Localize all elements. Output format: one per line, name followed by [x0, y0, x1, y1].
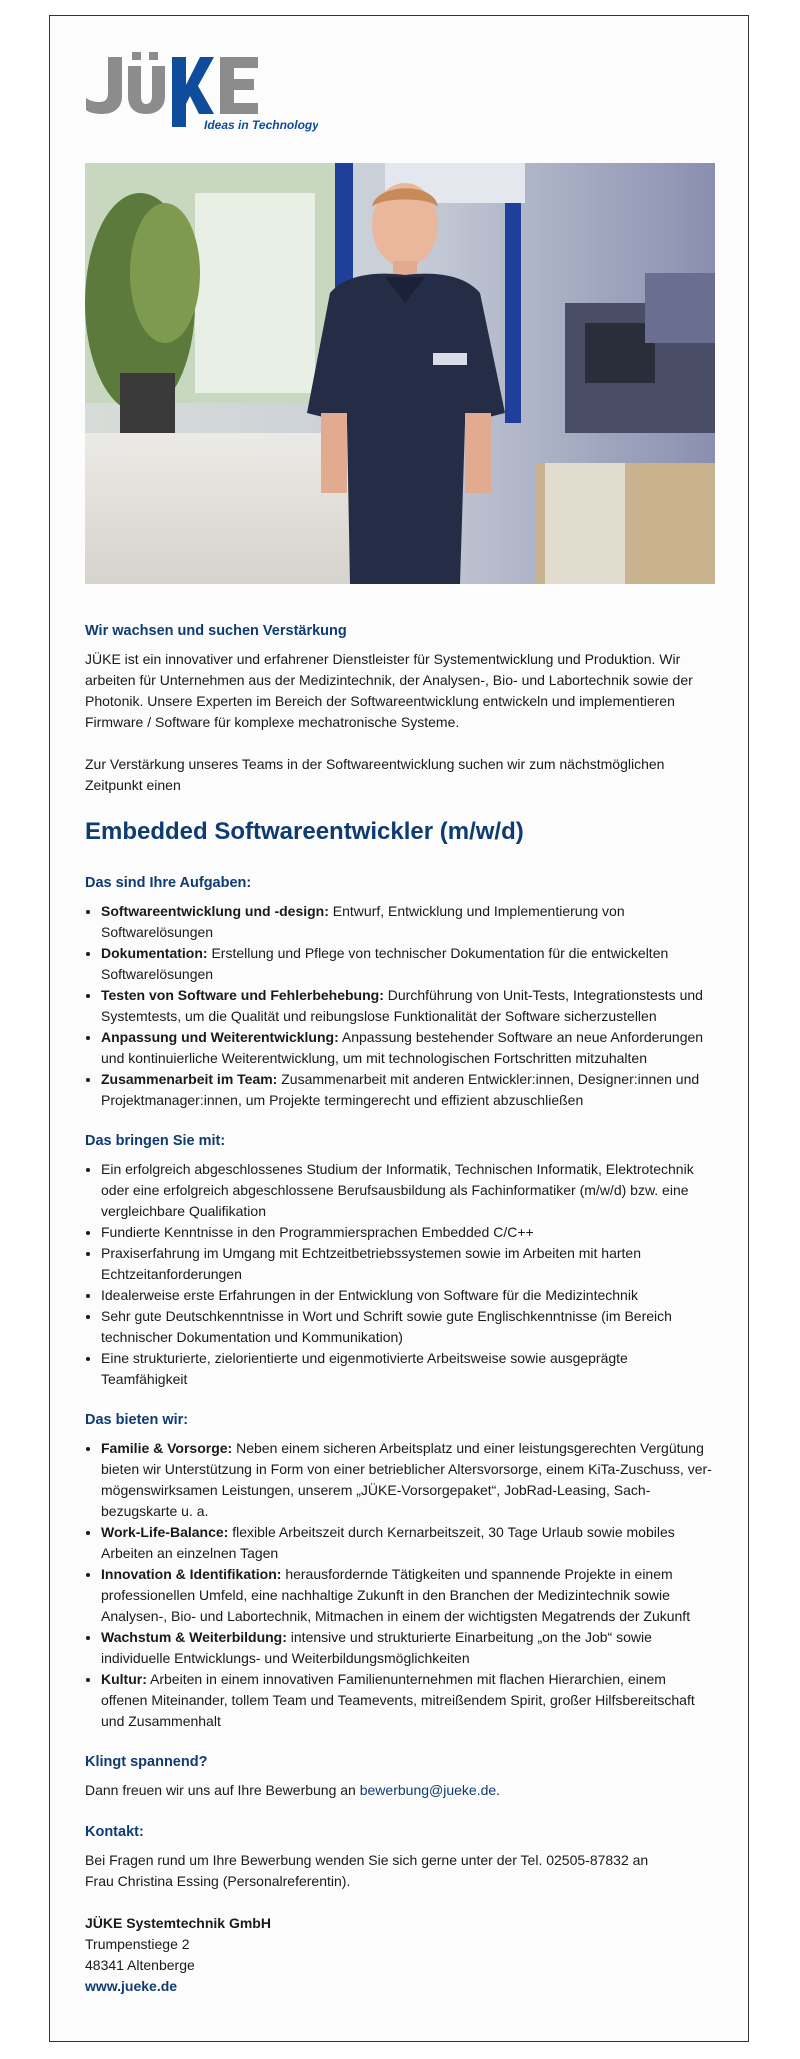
- list-item: • Zusammenarbeit im Team: Zusammenarbeit mit anderen Entwickler:innen, Designer:innen und Projektmanager:innen, um Projekte termingerecht und effizient abzuschließen: [101, 1069, 715, 1111]
- requirements-heading: Das bringen Sie mit:: [85, 1133, 226, 1149]
- list-item: • Idealerweise erste Erfahrungen in der Entwicklung von Software für die Medizintechnik: [101, 1285, 715, 1306]
- email-link[interactable]: bewerbung@jueke.de: [359, 1782, 497, 1798]
- job-ad-content: [85, 621, 715, 1997]
- list-item: • Softwareentwicklung und -design: Entwurf, Entwicklung und Implementierung von Softwarelösungen: [101, 901, 715, 943]
- list-item: • Testen von Software und Fehlerbehebung: Durchführung von Unit-Tests, Integrationstests und Systemtests, um die Qualität und reibungslose Funktionalität der Software sicherzustellen: [101, 985, 715, 1027]
- offers-list: [85, 1438, 715, 1732]
- intro-paragraph-1: JÜKE ist ein innovativer und erfahrener Dienstleister für Systementwicklung und Produktion. Wir arbeiten für Unternehmen aus der Medizintechnik, der Analysen-, Bio- und Labortechnik sowie der Photonik. Unsere Experten im Bereich der Softwareentwicklung entwickeln und implementieren Firmware / Software für komplexe mechatronische Systeme.: [85, 651, 693, 730]
- list-item: • Ein erfolgreich abgeschlossenes Studium der Informatik, Technischen Informatik, Elektrotechnik oder eine erfolgreich abgeschlossene Berufsausbildung als Fachinformatiker (m/w/d) bzw. eine vergleichbare Qualifikation: [101, 1159, 715, 1222]
- job-title: Embedded Softwareentwickler (m/w/d): [85, 818, 524, 845]
- requirements-list: [85, 1159, 715, 1390]
- list-item: • Sehr gute Deutschkenntnisse in Wort und Schrift sowie gute Englischkenntnisse (im Bereich technischer Dokumentation und Kommunikation): [101, 1306, 715, 1348]
- list-item: • Eine strukturierte, zielorientierte und eigenmotivierte Arbeitsweise sowie ausgeprägte Teamfähigkeit: [101, 1348, 715, 1390]
- hero-photo: [85, 163, 715, 584]
- list-item: • Kultur: Arbeiten in einem innovativen Familienunternehmen mit flachen Hierarchien, einem offenen Miteinander, tollem Team und Teamevents, mitreißendem Spirit, großer Hilfsbereitschaft und Zusammenhalt: [101, 1669, 715, 1732]
- list-item: • Work-Life-Balance: flexible Arbeitszeit durch Kernarbeitszeit, 30 Tage Urlaub sowie mobiles Arbeiten an einzelnen Tagen: [101, 1522, 715, 1564]
- list-item: • Innovation & Identifikation: herausfordernde Tätigkeiten und spannende Projekte in einem professionellen Umfeld, eine nachhaltige Zukunft in den Branchen der Medizintechnik sowie Analysen-, Bio- und Labortechnik, Mitmachen in einem der wichtigsten Megatrends der Zukunft: [101, 1564, 715, 1627]
- tasks-heading: Das sind Ihre Aufgaben:: [85, 875, 252, 891]
- list-item: • Dokumentation: Erstellung und Pflege von technischer Dokumentation für die entwickelten Softwarelösungen: [101, 943, 715, 985]
- contact-line-2: Frau Christina Essing (Personalreferentin).: [85, 1873, 351, 1889]
- list-item: • Fundierte Kenntnisse in den Programmiersprachen Embedded C/C++: [101, 1222, 715, 1243]
- company-address: [85, 1913, 715, 1997]
- apply-text: Dann freuen wir uns auf Ihre Bewerbung an bewerbung@jueke.de.: [85, 1782, 501, 1798]
- tasks-list: [85, 901, 715, 1111]
- company-name: JÜKE Systemtechnik GmbH: [85, 1915, 271, 1931]
- offers-heading: Das bieten wir:: [85, 1412, 189, 1428]
- hero-photo-illustration: [85, 163, 715, 584]
- list-item: • Praxiserfahrung im Umgang mit Echtzeitbetriebssystemen sowie im Arbeiten mit harten Echtzeitanforderungen: [101, 1243, 715, 1285]
- job-ad-frame: [49, 15, 749, 2042]
- list-item: • Wachstum & Weiterbildung: intensive und strukturierte Einarbeitung „on the Job“ sowie individuelle Entwicklungs- und Weiterbildungsmöglichkeiten: [101, 1627, 715, 1669]
- contact-line-1: Bei Fragen rund um Ihre Bewerbung wenden Sie sich gerne unter der Tel. 02505-87832 an: [85, 1852, 649, 1868]
- jueke-logo-graphic: [86, 52, 318, 132]
- list-item: • Anpassung und Weiterentwicklung: Anpassung bestehender Software an neue Anforderungen und kontinuierliche Weiterentwicklung, um mit technologischen Fortschritten mitzuhalten: [101, 1027, 715, 1069]
- apply-heading: Klingt spannend?: [85, 1754, 208, 1770]
- logo-tagline: Ideas in Technology: [204, 118, 318, 132]
- intro-heading: Wir wachsen und suchen Verstärkung: [85, 623, 347, 639]
- jueke-logo: [86, 52, 318, 132]
- company-city: 48341 Altenberge: [85, 1957, 195, 1973]
- intro-paragraph-2: Zur Verstärkung unseres Teams in der Softwareentwicklung suchen wir zum nächstmöglichen Zeitpunkt einen: [85, 756, 665, 793]
- list-item: • Familie & Vorsorge: Neben einem sicheren Arbeitsplatz und einer leistungsgerechten Vergütung bieten wir Unterstützung in Form von einer betrieblicher Altersvorsorge, einem KiTa-Zuschuss, ver-mögenswirksamen Leistungen, unserem „JÜKE-Vorsorgepaket“, JobRad-Leasing, Sach-bezugskarte u. a.: [101, 1438, 715, 1522]
- website-link[interactable]: www.jueke.de: [85, 1978, 178, 1994]
- company-street: Trumpenstiege 2: [85, 1936, 190, 1952]
- contact-heading: Kontakt:: [85, 1824, 144, 1840]
